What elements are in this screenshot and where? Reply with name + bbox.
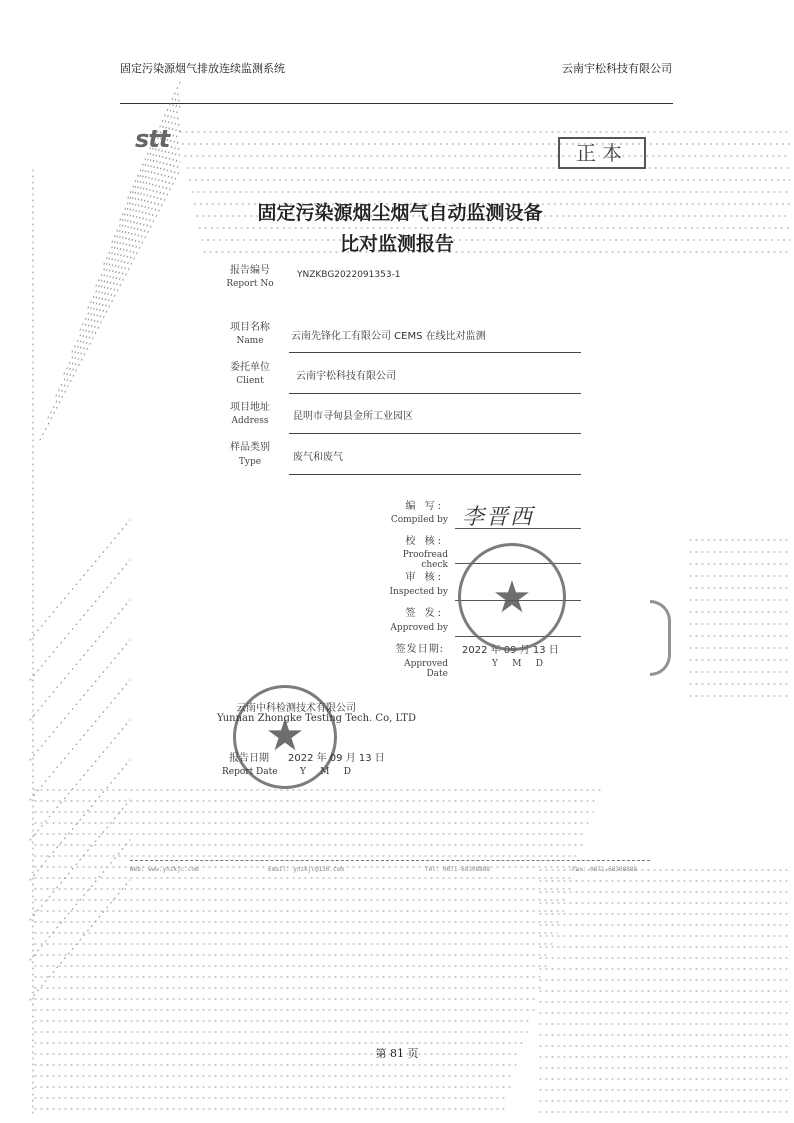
star-icon: ★ (265, 710, 305, 761)
company-logo: stt (135, 125, 170, 153)
footer-tel: Tel: 0871-68308888 (425, 866, 491, 873)
report-title: 固定污染源烟尘烟气自动监测设备 (257, 202, 543, 224)
name-underline (289, 352, 581, 353)
client-underline (289, 393, 581, 394)
report-no-label-en: Report No (226, 279, 274, 289)
report-subtitle: 比对监测报告 (339, 233, 454, 255)
report-date-label-en: Report Date (222, 767, 278, 777)
scan-noise-line (56, 154, 180, 396)
footer-divider (130, 860, 650, 861)
proofread-label-en: Proofread check (402, 550, 448, 570)
report-date-label: 报告日期 (229, 753, 269, 764)
edge-seal-fragment (650, 600, 671, 676)
scan-noise-line (30, 880, 130, 1000)
compiled-label-en: Compiled by (390, 515, 448, 525)
report-date-ymd: Y M D (300, 767, 351, 777)
original-copy-stamp: 正本 (558, 137, 646, 169)
header-company: 云南宇松科技有限公司 (562, 62, 672, 75)
client-value: 云南宇松科技有限公司 (296, 371, 396, 382)
report-no-label: 报告编号 (230, 265, 270, 276)
type-underline (289, 474, 581, 475)
footer-web: Web: www.ynzkjc.com (130, 866, 199, 873)
report-no-value: YNZKBG2022091353-1 (297, 270, 401, 280)
inspection-seal (458, 543, 566, 651)
address-label-en: Address (231, 416, 269, 426)
type-value: 废气和废气 (293, 452, 343, 463)
org-name: 云南中科检测技术有限公司 (236, 703, 356, 714)
approved-date-ymd: Y M D (492, 659, 543, 669)
scan-noise-line (30, 720, 130, 840)
footer-fax: Fax: 0871-68308888 (572, 866, 638, 873)
approved-date-label-en: Approved Date (404, 659, 448, 679)
scan-noise-line (30, 800, 130, 920)
header-left-title: 固定污染源烟气排放连续监测系统 (120, 62, 285, 75)
client-label-en: Client (236, 376, 264, 386)
name-label-en: Name (236, 336, 264, 346)
report-date-value: 2022 年 09 月 13 日 (288, 753, 385, 764)
scan-noise-line (30, 840, 130, 960)
approved-date-label: 签发日期: (395, 644, 444, 655)
approved-label-en: Approved by (390, 623, 448, 633)
scan-noise-line (30, 680, 130, 800)
scan-noise-line (30, 640, 130, 760)
inspected-label: 审 核: (405, 572, 444, 583)
scan-noise-line (30, 760, 130, 880)
name-value: 云南先锋化工有限公司 CEMS 在线比对监测 (291, 331, 486, 342)
star-icon: ★ (492, 572, 532, 623)
approved-date-value: 2022 年 09 月 13 日 (462, 645, 559, 656)
compiled-signature: 李晋西 (462, 505, 535, 530)
inspected-label-en: Inspected by (389, 587, 448, 597)
scan-noise-line (30, 520, 130, 640)
compiled-label: 编 写: (405, 501, 444, 512)
address-label: 项目地址 (230, 402, 270, 413)
address-underline (289, 433, 581, 434)
compiled-underline (455, 528, 581, 529)
org-name-en: Yunnan Zhongke Testing Tech. Co, LTD (217, 713, 416, 724)
page-number: 第 81 页 (375, 1047, 419, 1060)
type-label: 样品类别 (230, 442, 270, 453)
client-label: 委托单位 (230, 362, 270, 373)
proofread-label: 校 核: (405, 536, 444, 547)
address-value: 昆明市寻甸县金所工业园区 (293, 411, 413, 422)
name-label: 项目名称 (230, 322, 270, 333)
footer-email: Email: ynzkjc@126.com (268, 866, 344, 873)
scan-noise-line (64, 146, 180, 374)
approved-label: 签 发: (405, 608, 444, 619)
scan-noise-line (30, 600, 130, 720)
scan-noise-line (30, 560, 130, 680)
type-label-en: Type (238, 457, 262, 467)
